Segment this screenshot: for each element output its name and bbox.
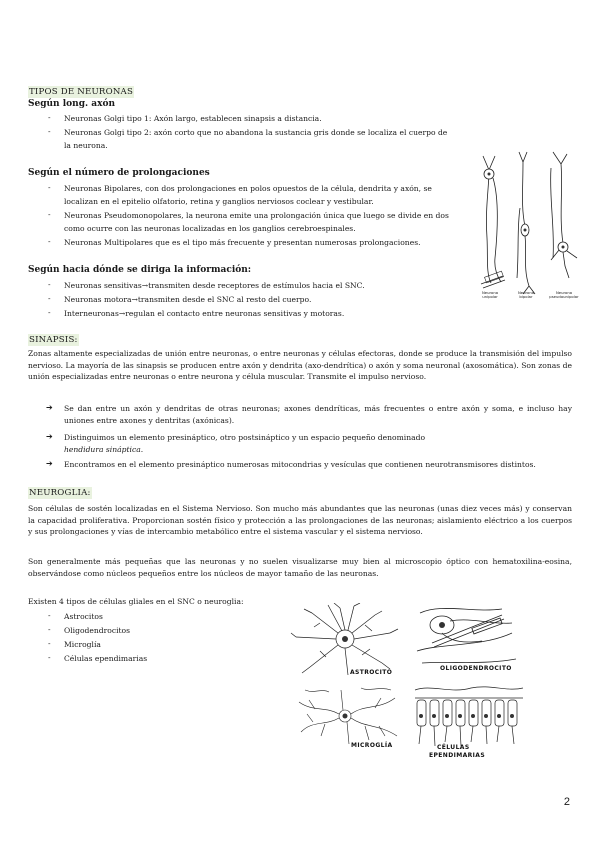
sinapsis-bullet-2-text: Distinguimos un elemento presináptico, otro postsináptico y un espacio pequeño denominado [64, 433, 426, 442]
dash: - [48, 308, 51, 317]
subheading-informacion: Según hacia dónde se diriga la información: [28, 265, 252, 275]
glia-item-astrocitos: Astrocitos [64, 612, 103, 621]
motora-text: Neuronas motora→transmiten desde el SNC al resto del cuerpo. [64, 295, 312, 304]
arrow-bullet-icon: ➔ [46, 403, 53, 412]
bipolar-text: Neuronas Bipolares, con dos prolongaciones en polos opuestos de la célula, dendrita y axón, se [64, 184, 432, 193]
fig-label-unipolar: Neurona unipolar [481, 290, 499, 299]
astrocito-figure [290, 603, 400, 678]
caption-celulas: CÉLULAS [437, 744, 470, 751]
microglia-drawing [295, 684, 401, 750]
neuron-types-figure [473, 148, 583, 303]
neuroglia-paragraph-2: Son generalmente más pequeñas que las neuronas y no suelen visualizarse muy bien al microscopio óptico con hematoxilina-eosina, observándose como núcleos pequeños entre los núcleos de mayor tamaño de las neuronas. [28, 557, 572, 578]
bipolar-text-cont: localizan en el epitelio olfatorio, retina y ganglios nerviosos coclear y vestibular. [64, 197, 374, 206]
neuroglia-paragraph-1: Son células de sostén localizadas en el Sistema Nervioso. Son mucho más abundantes que las neuronas (unas diez veces más) y conservan la capacidad proliferativa. Proporcionan sostén físico y protección a las prolongaciones de las neuronas; aislamiento eléctrico a los cuerpos y sus prolongaciones y vías de intercambio metabólico entre el sistema vascular y el sistema nervioso. [28, 504, 572, 537]
caption-microglia: MICROGLÍA [351, 742, 393, 749]
tipos-heading: TIPOS DE NEURONAS [29, 87, 134, 97]
subheading-axon: Según long. axón [28, 99, 116, 109]
hendidura-term: hendidura sináptica [64, 444, 141, 454]
golgi1-text: Neuronas Golgi tipo 1: Axón largo, establecen sinapsis a distancia. [64, 114, 322, 123]
neuron-types-drawing [473, 148, 583, 303]
pseudo-text-cont: como ocurre con las neuronas localizadas en los ganglios cerebroespinales. [64, 224, 356, 233]
subheading-prolongaciones: Según el número de prolongaciones [28, 168, 210, 178]
sinapsis-heading: SINAPSIS: [29, 335, 78, 345]
page-number: 2 [563, 796, 570, 808]
caption-oligodendrocito: OLIGODENDROCITO [440, 665, 512, 672]
sensitivas-text: Neuronas sensitivas→transmiten desde receptores de estímulos hacia el SNC. [64, 281, 365, 290]
glia-item-oligodendrocitos: Oligodendrocitos [64, 626, 131, 635]
dash: - [48, 183, 51, 192]
fig-label-pseudounipolar: Neurona pseudounipolar [549, 290, 579, 299]
microglia-figure [295, 684, 401, 750]
fig-label-bipolar: Neurona bipolar [517, 290, 535, 299]
arrow-bullet-icon: ➔ [46, 459, 53, 468]
dash: - [48, 113, 51, 122]
pseudo-text: Neuronas Pseudomonopolares, la neurona emite una prolongación única que luego se divide en dos [64, 211, 449, 220]
dash: - [48, 625, 51, 634]
astrocito-drawing [290, 603, 400, 678]
dash: - [48, 210, 51, 219]
sinapsis-bullet-3: Encontramos en el elemento presináptico numerosas mitocondrias y vesículas que contienen neurotransmisores distintos. [64, 460, 536, 469]
sinapsis-bullet-1: Se dan entre un axón y dendritas de otras neuronas; axones dendríticas, más frecuentes o entre axón y soma, e incluso hay uniones entre axones y dentritas (axónicas). [64, 404, 572, 425]
period: . [140, 444, 144, 454]
dash: - [48, 237, 51, 246]
arrow-bullet-icon: ➔ [46, 432, 53, 441]
ependimarias-figure [411, 684, 525, 762]
sinapsis-paragraph: Zonas altamente especializadas de unión entre neuronas, o entre neuronas y células efectoras, donde se produce la transmisión del impulso nervioso. La mayoría de las sinapsis se producen entre axón y dendrita (axo-dendrítica) o axón y soma neuronal (axosomática). Son zonas de unión especializadas entre neuronas o entre neurona y célula muscular. Transmite el impulso nervioso. [28, 349, 572, 382]
dash: - [48, 294, 51, 303]
ependimarias-drawing [411, 684, 525, 750]
multipolar-text: Neuronas Multipolares que es el tipo más frecuente y presentan numerosas prolongaciones. [64, 238, 421, 247]
dash: - [48, 127, 51, 136]
glia-item-microglia: Microglía [64, 640, 101, 649]
sinapsis-bullet-2 [64, 432, 572, 455]
golgi2-text-cont: la neurona. [64, 141, 108, 150]
oligodendrocito-figure [412, 603, 522, 678]
dash: - [48, 653, 51, 662]
interneuronas-text: Interneuronas→regulan el contacto entre neuronas sensitivas y motoras. [64, 309, 345, 318]
dash: - [48, 611, 51, 620]
golgi2-text: Neuronas Golgi tipo 2: axón corto que no abandona la sustancia gris donde se localiza el cuerpo de [64, 128, 448, 137]
neuroglia-heading: NEUROGLIA: [29, 488, 91, 498]
dash: - [48, 639, 51, 648]
dash: - [48, 280, 51, 289]
neuroglia-intro: Existen 4 tipos de células gliales en el SNC o neuroglia: [28, 597, 244, 606]
caption-ependimarias: EPENDIMARIAS [429, 752, 486, 759]
glia-item-ependimarias: Células ependimarias [64, 654, 148, 663]
caption-astrocito: ASTROCITO [350, 669, 393, 676]
